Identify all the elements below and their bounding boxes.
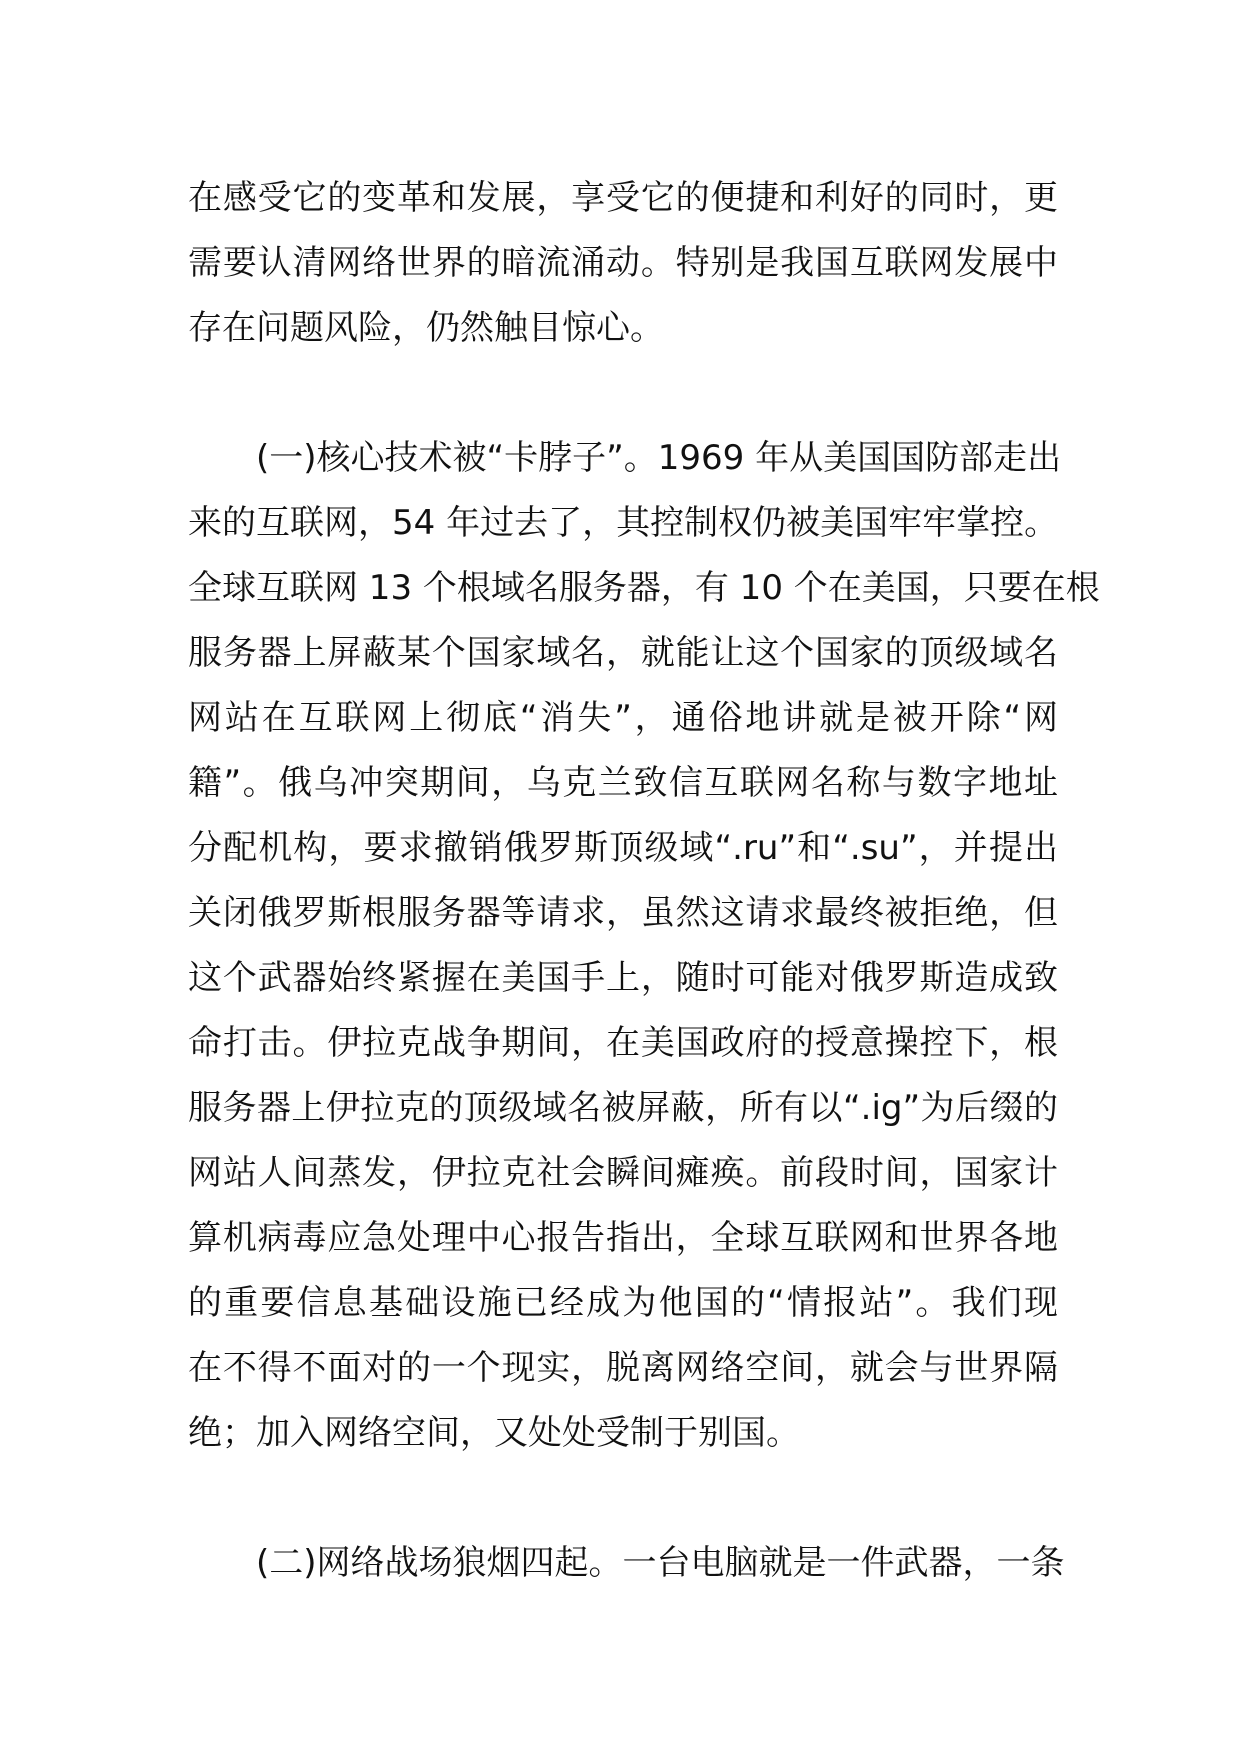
text-line: 关闭俄罗斯根服务器等请求，虽然这请求最终被拒绝，但 bbox=[188, 893, 1058, 933]
paragraph-gap bbox=[188, 361, 1058, 426]
text-line: 网站在互联网上彻底“消失”，通俗地讲就是被开除“网 bbox=[188, 698, 1058, 738]
paragraph-gap bbox=[188, 1466, 1058, 1531]
paragraph-section-two bbox=[188, 1531, 1065, 1596]
text-line: 来的互联网，54 年过去了，其控制权仍被美国牢牢掌控。 bbox=[188, 503, 1059, 543]
text-line: 算机病毒应急处理中心报告指出，全球互联网和世界各地 bbox=[188, 1218, 1058, 1258]
text-line: 需要认清网络世界的暗流涌动。特别是我国互联网发展中 bbox=[188, 243, 1058, 283]
text-line: 网站人间蒸发，伊拉克社会瞬间瘫痪。前段时间，国家计 bbox=[188, 1153, 1058, 1193]
section-heading-line: (二)网络战场狼烟四起。一台电脑就是一件武器，一条 bbox=[256, 1543, 1065, 1583]
paragraph-intro bbox=[188, 166, 1058, 361]
text-line: 服务器上屏蔽某个国家域名，就能让这个国家的顶级域名 bbox=[188, 633, 1058, 673]
text-line: 在感受它的变革和发展，享受它的便捷和利好的同时，更 bbox=[188, 178, 1058, 218]
text-line: 存在问题风险，仍然触目惊心。 bbox=[188, 308, 664, 348]
text-line: 全球互联网 13 个根域名服务器，有 10 个在美国，只要在根 bbox=[188, 568, 1100, 608]
text-line: 分配机构，要求撤销俄罗斯顶级域“.ru”和“.su”，并提出 bbox=[188, 828, 1058, 868]
section-heading-line: (一)核心技术被“卡脖子”。1969 年从美国国防部走出 bbox=[256, 438, 1062, 478]
text-line: 的重要信息基础设施已经成为他国的“情报站”。我们现 bbox=[188, 1283, 1058, 1323]
text-line: 在不得不面对的一个现实，脱离网络空间，就会与世界隔 bbox=[188, 1348, 1058, 1388]
document-body bbox=[188, 166, 1100, 1596]
paragraph-section-one bbox=[188, 426, 1100, 1466]
text-line: 这个武器始终紧握在美国手上，随时可能对俄罗斯造成致 bbox=[188, 958, 1058, 998]
text-line: 籍”。俄乌冲突期间，乌克兰致信互联网名称与数字地址 bbox=[188, 763, 1058, 803]
text-line: 服务器上伊拉克的顶级域名被屏蔽，所有以“.ig”为后缀的 bbox=[188, 1088, 1058, 1128]
text-line: 命打击。伊拉克战争期间，在美国政府的授意操控下，根 bbox=[188, 1023, 1058, 1063]
text-line: 绝；加入网络空间，又处处受制于别国。 bbox=[188, 1413, 800, 1453]
